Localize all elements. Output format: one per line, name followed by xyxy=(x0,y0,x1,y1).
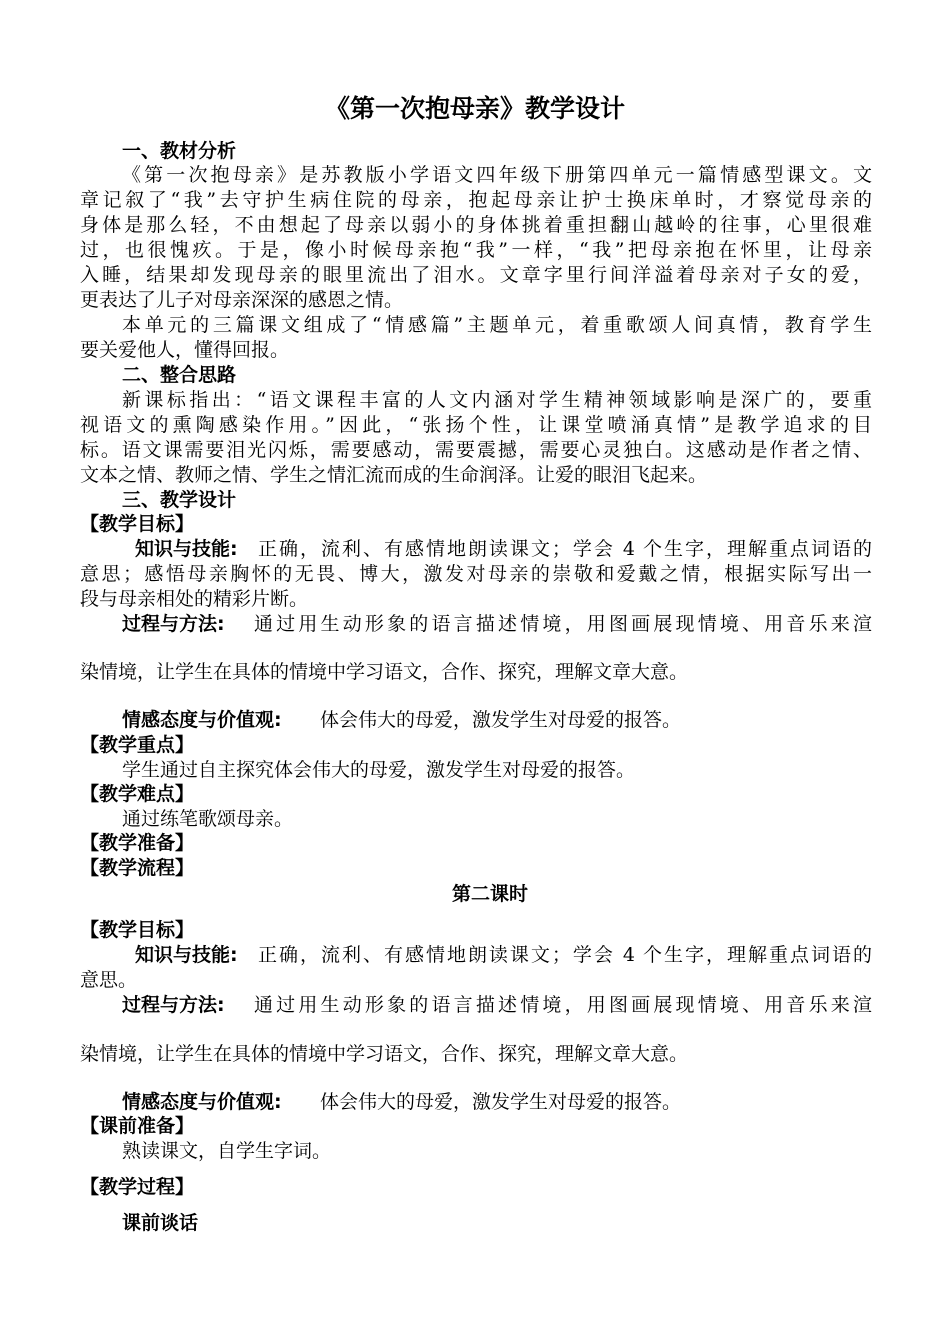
s1-p1-line-3: 身体是那么轻，不由想起了母亲以弱小的身体挑着重担翻山越岭的往事，心里很难 xyxy=(80,214,872,236)
difficulties-label: 【教学难点】 xyxy=(80,783,195,805)
process-method-text-1: 通过用生动形象的语言描述情境，用图画展现情境、用音乐来渲 xyxy=(254,613,872,635)
preparation-label: 【教学准备】 xyxy=(80,832,195,854)
process-method-text-2: 染情境，让学生在具体的情境中学习语文，合作、探究，理解文章大意。 xyxy=(80,661,689,683)
s2-p1-line-3: 标。语文课需要泪光闪烁，需要感动，需要震撼，需要心灵独白。这感动是作者之情、 xyxy=(80,439,872,461)
key-points-text: 学生通过自主探究体会伟大的母爱，激发学生对母爱的报答。 xyxy=(122,759,636,781)
s1-p1-line-2: 章记叙了“我”去守护生病住院的母亲，抱起母亲让护士换床单时，才察觉母亲的 xyxy=(80,189,872,211)
process-method-text-2-1: 通过用生动形象的语言描述情境，用图画展现情境、用音乐来渲 xyxy=(254,994,872,1016)
knowledge-skill-text-2-2: 意思。 xyxy=(80,969,138,991)
s1-p2-line-2: 要关爱他人，懂得回报。 xyxy=(80,339,290,361)
emotion-value-text-2: 体会伟大的母爱，激发学生对母爱的报答。 xyxy=(320,1091,682,1113)
pre-class-prep-text: 熟读课文，自学生字词。 xyxy=(122,1140,332,1162)
s2-p1-line-2: 视语文的熏陶感染作用。”因此，“张扬个性，让课堂喷涌真情”是教学追求的目 xyxy=(80,414,872,436)
section-heading-2: 二、整合思路 xyxy=(122,364,237,386)
key-points-label: 【教学重点】 xyxy=(80,734,195,756)
knowledge-skill-label: 知识与技能: xyxy=(135,538,238,560)
s1-p1-line-1: 《第一次抱母亲》是苏教版小学语文四年级下册第四单元一篇情感型课文。文 xyxy=(122,164,872,186)
teaching-goals-label: 【教学目标】 xyxy=(80,513,195,535)
process-method-label-2: 过程与方法: xyxy=(122,994,225,1016)
knowledge-skill-text-1: 正确，流利、有感情地朗读课文；学会 4 个生字，理解重点词语的 xyxy=(258,538,872,560)
emotion-value-label: 情感态度与价值观: xyxy=(122,709,282,731)
emotion-value-label-2: 情感态度与价值观: xyxy=(122,1091,282,1113)
knowledge-skill-label-2: 知识与技能: xyxy=(135,944,238,966)
section-heading-3: 三、教学设计 xyxy=(122,489,237,511)
s1-p1-line-4: 过，也很愧疚。于是，像小时候母亲抱“我”一样，“我”把母亲抱在怀里，让母亲 xyxy=(80,239,872,261)
s2-p1-line-1: 新课标指出：“语文课程丰富的人文内涵对学生精神领域影响是深广的，要重 xyxy=(122,389,872,411)
knowledge-skill-text-2-1: 正确，流利、有感情地朗读课文；学会 4 个生字，理解重点词语的 xyxy=(258,944,872,966)
teaching-process-label: 【教学过程】 xyxy=(80,1176,195,1198)
s1-p1-line-6: 更表达了儿子对母亲深深的感恩之情。 xyxy=(80,289,404,311)
s1-p1-line-5: 入睡，结果却发现母亲的眼里流出了泪水。文章字里行间洋溢着母亲对子女的爱， xyxy=(80,264,872,286)
s1-p2-line-1: 本单元的三篇课文组成了“情感篇”主题单元，着重歌颂人间真情，教育学生 xyxy=(122,314,872,336)
knowledge-skill-text-2: 意思；感悟母亲胸怀的无畏、博大，激发对母亲的崇敬和爱戴之情，根据实际写出一 xyxy=(80,563,872,585)
difficulties-text: 通过练笔歌颂母亲。 xyxy=(122,808,294,830)
pre-class-talk-label: 课前谈话 xyxy=(122,1212,199,1234)
document-title: 《第一次抱母亲》教学设计 xyxy=(324,94,625,123)
knowledge-skill-text-3: 段与母亲相处的精彩片断。 xyxy=(80,588,309,610)
section-heading-1: 一、教材分析 xyxy=(122,140,237,162)
process-method-label: 过程与方法: xyxy=(122,613,225,635)
emotion-value-text: 体会伟大的母爱，激发学生对母爱的报答。 xyxy=(320,709,682,731)
pre-class-prep-label: 【课前准备】 xyxy=(80,1115,195,1137)
teaching-goals-label-2: 【教学目标】 xyxy=(80,919,195,941)
process-method-text-2-2: 染情境，让学生在具体的情境中学习语文，合作、探究，理解文章大意。 xyxy=(80,1043,689,1065)
lesson-two-heading: 第二课时 xyxy=(451,883,528,905)
teaching-flow-label: 【教学流程】 xyxy=(80,857,195,879)
s2-p1-line-4: 文本之情、教师之情、学生之情汇流而成的生命润泽。让爱的眼泪飞起来。 xyxy=(80,464,708,486)
